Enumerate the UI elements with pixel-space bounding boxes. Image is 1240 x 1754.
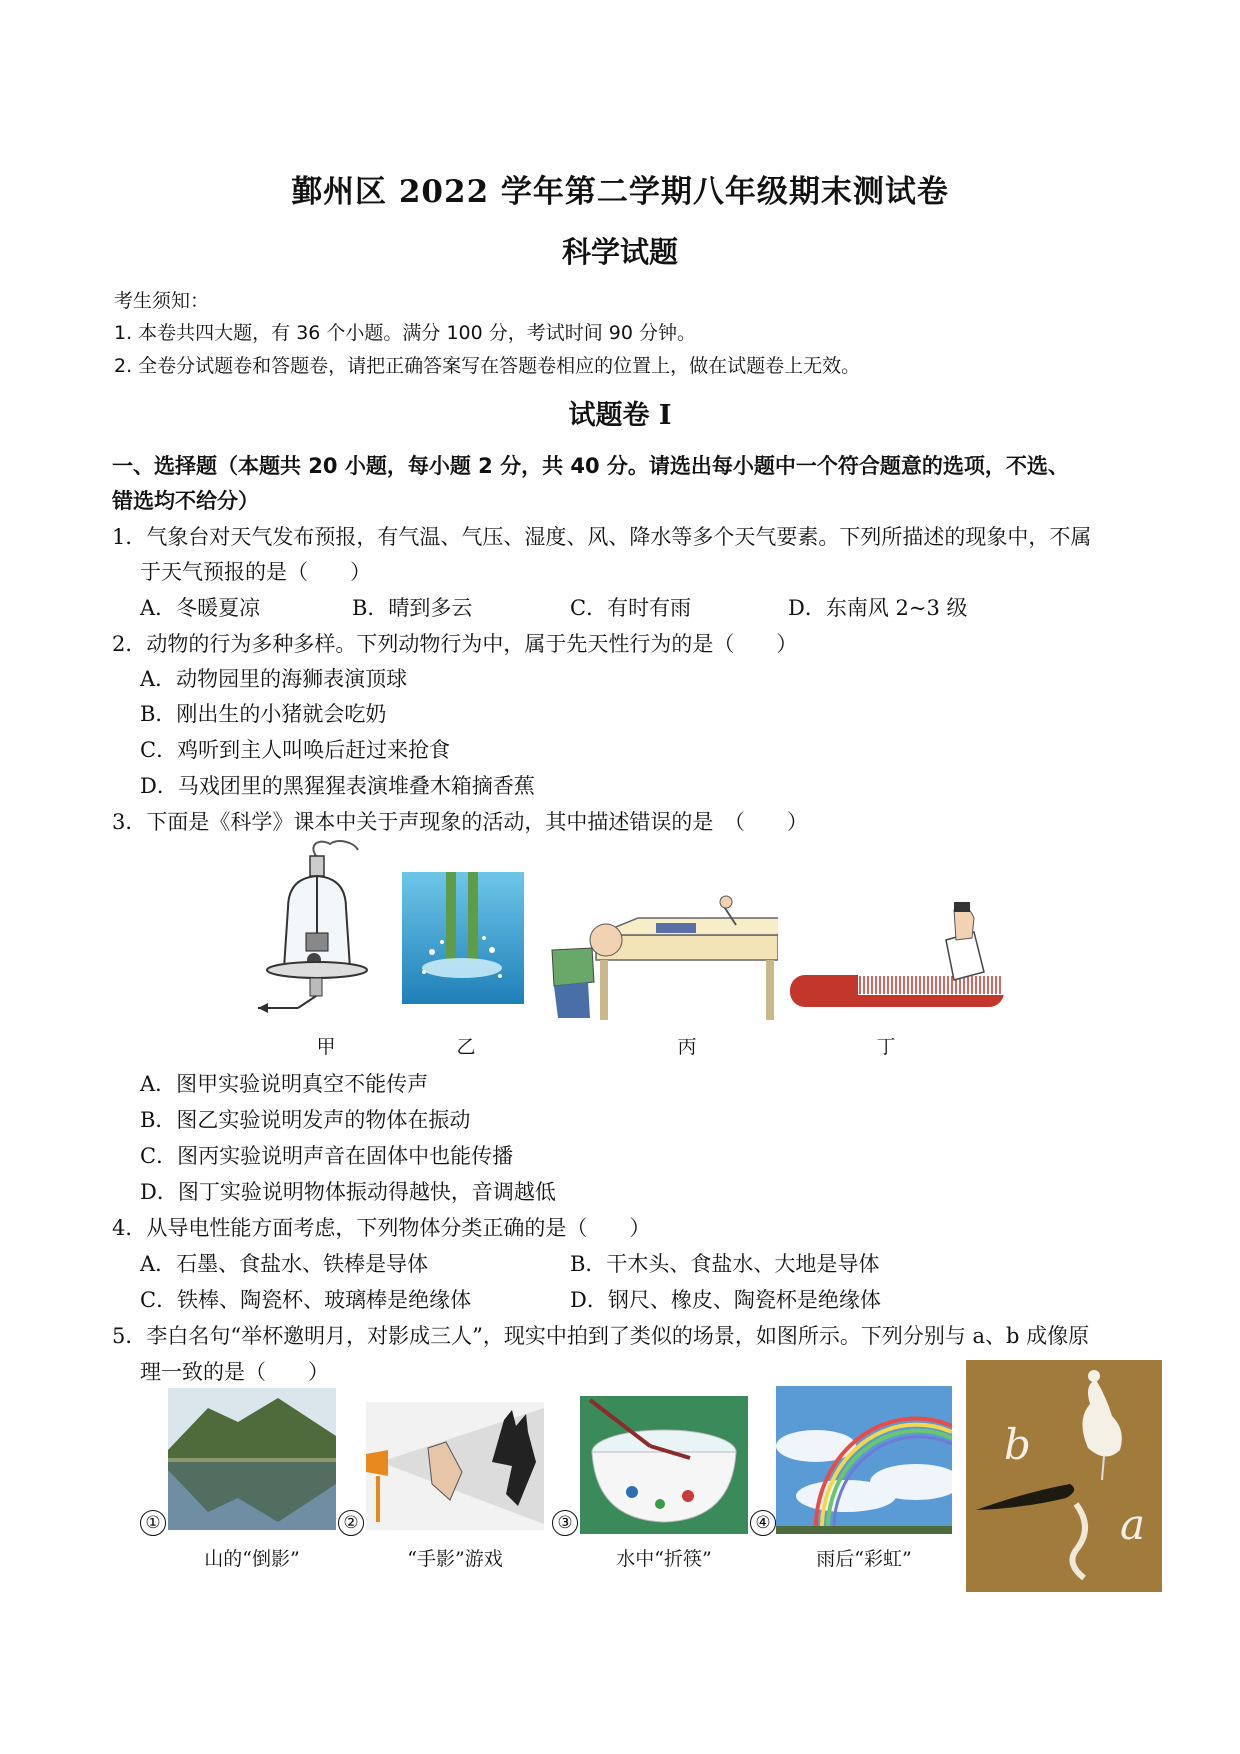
- q4-option-c: C．铁棒、陶瓷杯、玻璃棒是绝缘体: [140, 1288, 472, 1312]
- q3-option-b: B．图乙实验说明发声的物体在振动: [140, 1108, 471, 1132]
- figure-label-bing: 丙: [677, 1036, 697, 1058]
- figure-label-yi: 乙: [456, 1036, 476, 1058]
- exam-subtitle: 科学试题: [561, 235, 678, 269]
- q1-option-a: A．冬暖夏凉: [140, 596, 261, 620]
- notice-item-1: 1. 本卷共四大题，有 36 个小题。满分 100 分，考试时间 90 分钟。: [114, 322, 697, 344]
- figure-number-1: ①: [140, 1510, 166, 1536]
- q5-stem-line2: 理一致的是（ ）: [140, 1360, 329, 1384]
- q2-option-b: B．刚出生的小猪就会吃奶: [140, 702, 387, 726]
- hand-shadow-photo: [366, 1402, 544, 1530]
- q2-option-a: A．动物园里的海狮表演顶球: [140, 667, 408, 691]
- figure-number-4: ④: [750, 1510, 776, 1536]
- q4-option-a: A．石墨、食盐水、铁棒是导体: [140, 1252, 429, 1276]
- notice-item-2: 2. 全卷分试题卷和答题卷，请把正确答案写在答题卷相应的位置上，做在试题卷上无效。: [114, 355, 861, 377]
- q3-stem: 3．下面是《科学》课本中关于声现象的活动，其中描述错误的是 （ ）: [112, 810, 808, 834]
- section-heading-line1: 一、选择题（本题共 20 小题，每小题 2 分，共 40 分。请选出每小题中一个符合题意的选项，不选、: [112, 454, 1069, 478]
- section-heading-line2: 错选均不给分）: [112, 489, 259, 513]
- q4-stem: 4．从导电性能方面考虑，下列物体分类正确的是（ ）: [112, 1216, 651, 1240]
- q1-option-b: B．晴到多云: [352, 596, 473, 620]
- caption-rainbow: 雨后“彩虹”: [816, 1548, 912, 1570]
- q1-option-d: D．东南风 2~3 级: [788, 596, 968, 620]
- photo-label-a: a: [1120, 1500, 1146, 1549]
- q1-stem-line2: 于天气预报的是（ ）: [140, 560, 371, 584]
- crane-shadow-photo: [966, 1360, 1162, 1592]
- q3-option-a: A．图甲实验说明真空不能传声: [140, 1072, 429, 1096]
- caption-bent-chopstick: 水中“折筷”: [616, 1548, 712, 1570]
- bell-jar-figure: [258, 838, 378, 1018]
- q4-option-b: B．干木头、食盐水、大地是导体: [570, 1252, 880, 1276]
- q2-option-c: C．鸡听到主人叫唤后赶过来抢食: [140, 738, 451, 762]
- caption-hand-shadow: “手影”游戏: [407, 1548, 503, 1570]
- comb-card-figure: [786, 890, 1011, 1015]
- bent-chopstick-photo: [580, 1396, 748, 1534]
- notice-heading: 考生须知：: [114, 290, 210, 312]
- exam-title: 鄞州区 2022 学年第二学期八年级期末测试卷: [291, 174, 949, 210]
- figure-number-2: ②: [338, 1510, 364, 1536]
- q2-stem: 2．动物的行为多种多样。下列动物行为中，属于先天性行为的是（ ）: [112, 632, 798, 656]
- q3-option-d: D．图丁实验说明物体振动得越快，音调越低: [140, 1180, 556, 1204]
- q3-option-c: C．图丙实验说明声音在固体中也能传播: [140, 1144, 514, 1168]
- figure-label-ding: 丁: [876, 1036, 896, 1058]
- mountain-reflection-photo: [168, 1388, 336, 1530]
- q1-option-c: C．有时有雨: [570, 596, 692, 620]
- rainbow-photo: [776, 1386, 952, 1534]
- desk-listening-figure: [548, 890, 778, 1025]
- q2-option-d: D．马戏团里的黑猩猩表演堆叠木箱摘香蕉: [140, 774, 535, 798]
- q4-option-d: D．钢尺、橡皮、陶瓷杯是绝缘体: [570, 1288, 881, 1312]
- figure-number-3: ③: [552, 1510, 578, 1536]
- q1-stem-line1: 1．气象台对天气发布预报，有气温、气压、湿度、风、降水等多个天气要素。下列所描述的现象中，不属: [112, 525, 1092, 549]
- caption-reflection: 山的“倒影”: [204, 1548, 300, 1570]
- figure-label-jia: 甲: [316, 1036, 336, 1058]
- paper-label: 试题卷 I: [568, 400, 672, 431]
- tuning-fork-water-figure: [402, 872, 524, 1004]
- q5-stem-line1: 5．李白名句“举杯邀明月，对影成三人”，现实中拍到了类似的场景，如图所示。下列分别与 a、b 成像原: [112, 1324, 1090, 1348]
- photo-label-b: b: [1004, 1420, 1031, 1469]
